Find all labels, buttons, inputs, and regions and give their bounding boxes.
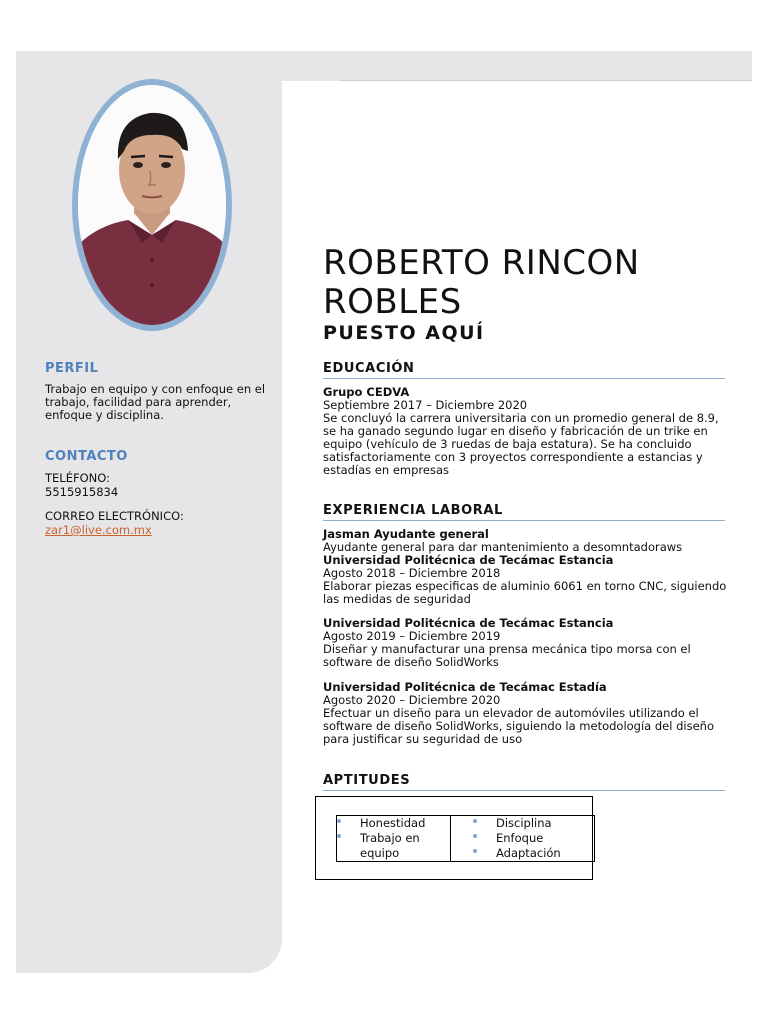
phone-label: TELÉFONO:: [45, 471, 110, 485]
experience-dates: Agosto 2020 – Diciembre 2020: [323, 693, 501, 707]
profile-photo: [78, 85, 226, 325]
email-label: CORREO ELECTRÓNICO:: [45, 509, 184, 523]
education-description: Se concluyó la carrera universitaria con un promedio general de 8.9, se ha ganado segundo lugar en diseño y fabricación de un trike en equipo (vehículo de 3 ruedas de baja estatura). Se ha concluido satisfactoriamente con 3 proyectos correspondiente a estancias y estadías en empresas: [323, 411, 719, 477]
experience-title: Jasman Ayudante general: [323, 527, 489, 541]
experience-entry: [323, 528, 728, 554]
skill-item: Adaptación: [472, 846, 590, 861]
experience-entry: [323, 617, 728, 669]
experience-description: Ayudante general para dar mantenimiento a desomntadoraws: [323, 540, 683, 554]
contact-heading: CONTACTO: [45, 449, 128, 464]
skill-item: Trabajo en equipo: [336, 831, 448, 861]
experience-title: Universidad Politécnica de Tecámac Estancia: [323, 616, 614, 630]
education-heading: EDUCACIÓN: [323, 361, 725, 379]
experience-description: Elaborar piezas especificas de aluminio 6061 en torno CNC, siguiendo las medidas de seguridad: [323, 579, 727, 606]
experience-dates: Agosto 2019 – Diciembre 2019: [323, 629, 501, 643]
skills-table-divider: [450, 815, 451, 862]
skills-list-right: [472, 816, 590, 861]
education-school: Grupo CEDVA: [323, 385, 410, 399]
skills-list-left: [336, 816, 448, 861]
profile-text: Trabajo en equipo y con enfoque en el trabajo, facilidad para aprender, enfoque y disciplina.: [45, 382, 266, 422]
experience-description: Diseñar y manufacturar una prensa mecánica tipo morsa con el software de diseño SolidWorks: [323, 642, 691, 669]
experience-title: Universidad Politécnica de Tecámac Estadía: [323, 680, 607, 694]
email-link[interactable]: zar1@live.com.mx: [45, 523, 152, 537]
skill-item: Enfoque: [472, 831, 590, 846]
experience-entry: [323, 681, 728, 746]
skills-heading: APTITUDES: [323, 773, 725, 791]
skill-item: Honestidad: [336, 816, 448, 831]
candidate-name: ROBERTO RINCON ROBLES: [323, 243, 640, 322]
experience-entry: [323, 554, 728, 606]
experience-description: Efectuar un diseño para un elevador de automóviles utilizando el software de diseño SolidWorks, siguiendo la metodología del diseño para justificar su seguridad de uso: [323, 706, 714, 746]
education-dates: Septiembre 2017 – Diciembre 2020: [323, 398, 528, 412]
experience-heading: EXPERIENCIA LABORAL: [323, 503, 725, 521]
person-portrait-icon: [78, 85, 226, 325]
phone-value: 5515915834: [45, 485, 119, 499]
header-rule: [340, 80, 752, 81]
experience-title: Universidad Politécnica de Tecámac Estancia: [323, 553, 614, 567]
education-entry: [323, 386, 728, 477]
profile-heading: PERFIL: [45, 361, 99, 376]
skill-item: Disciplina: [472, 816, 590, 831]
job-title: PUESTO AQUÍ: [323, 322, 485, 344]
experience-dates: Agosto 2018 – Diciembre 2018: [323, 566, 501, 580]
